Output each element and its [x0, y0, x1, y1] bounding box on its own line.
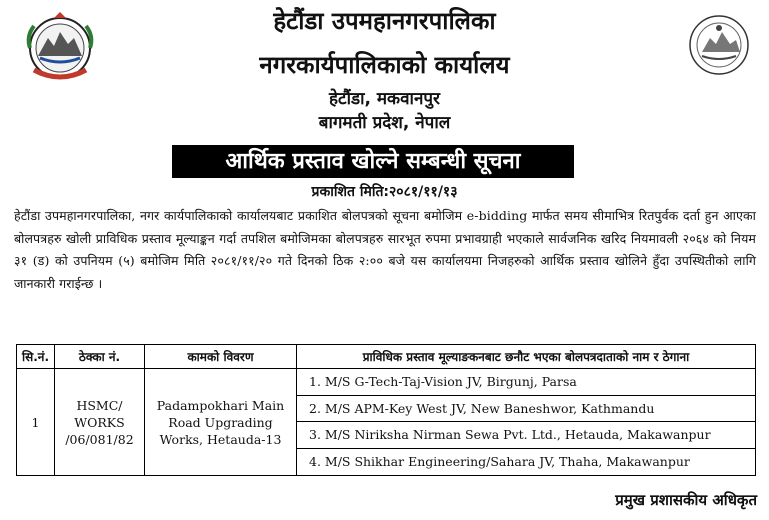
- published-date: प्रकाशित मिति:२०८१/११/१३: [311, 184, 458, 200]
- signatory-title: प्रमुख प्रशासकीय अधिकृत: [615, 491, 757, 509]
- cell-sn: 1: [17, 369, 55, 476]
- header-sn: सि.नं.: [17, 345, 55, 369]
- table-header-row: [17, 345, 756, 369]
- header-work-desc: कामको विवरण: [145, 345, 297, 369]
- cell-contract-no: HSMC/ WORKS /06/081/82: [55, 369, 145, 476]
- bidder-item: 3. M/S Niriksha Nirman Sewa Pvt. Ltd., Hetauda, Makawanpur: [297, 422, 755, 449]
- cell-work-desc: Padampokhari Main Road Upgrading Works, Hetauda-13: [145, 369, 297, 476]
- bidder-item: 4. M/S Shikhar Engineering/Sahara JV, Thaha, Makawanpur: [309, 453, 690, 469]
- table-row: [17, 369, 756, 476]
- office-name: नगरकार्यपालिकाको कार्यालय: [259, 51, 510, 79]
- province-country: बागमती प्रदेश, नेपाल: [318, 113, 451, 133]
- bidders-table: [16, 344, 756, 476]
- municipality-name: हेटौंडा उपमहानगरपालिका: [273, 7, 496, 35]
- header-contract-no: ठेक्का नं.: [55, 345, 145, 369]
- header-bidders: प्राविधिक प्रस्ताव मूल्याङकनबाट छनौट भएका बोलपत्रदाताको नाम र ठेगाना: [297, 345, 756, 369]
- office-location: हेटौंडा, मकवानपुर: [329, 89, 440, 109]
- notice-title: आर्थिक प्रस्ताव खोल्ने सम्बन्धी सूचना: [172, 145, 574, 178]
- bidder-item: 1. M/S G-Tech-Taj-Vision JV, Birgunj, Parsa: [297, 369, 755, 396]
- cell-bidders: [297, 369, 756, 476]
- notice-body: हेटौंडा उपमहानगरपालिका, नगर कार्यपालिकाको कार्यालयबाट प्रकाशित बोलपत्रको सूचना बमोजिम e-bidding मार्फत समय सीमाभित्र रितपुर्वक दर्ता हुन आएका बोलपत्रहरु खोली प्राविधिक प्रस्ताव मूल्याङ्कन गर्दा तपशिल बमोजिमका बोलपत्रहरु सारभूत रुपमा प्रभावग्राही भएकाले सार्वजनिक खरिद नियमावली २०६४ को नियम ३१ (ड) को उपनियम (५) बमोजिम मिति २०८१/११/२० गते दिनको ठिक २:०० बजे यस कार्यालयमा निजहरुको आर्थिक प्रस्ताव खोलिने हुँदा उपस्थितीको लागि जानकारी गराईन्छ ।: [14, 208, 756, 291]
- bidder-item: 2. M/S APM-Key West JV, New Baneshwor, Kathmandu: [297, 396, 755, 423]
